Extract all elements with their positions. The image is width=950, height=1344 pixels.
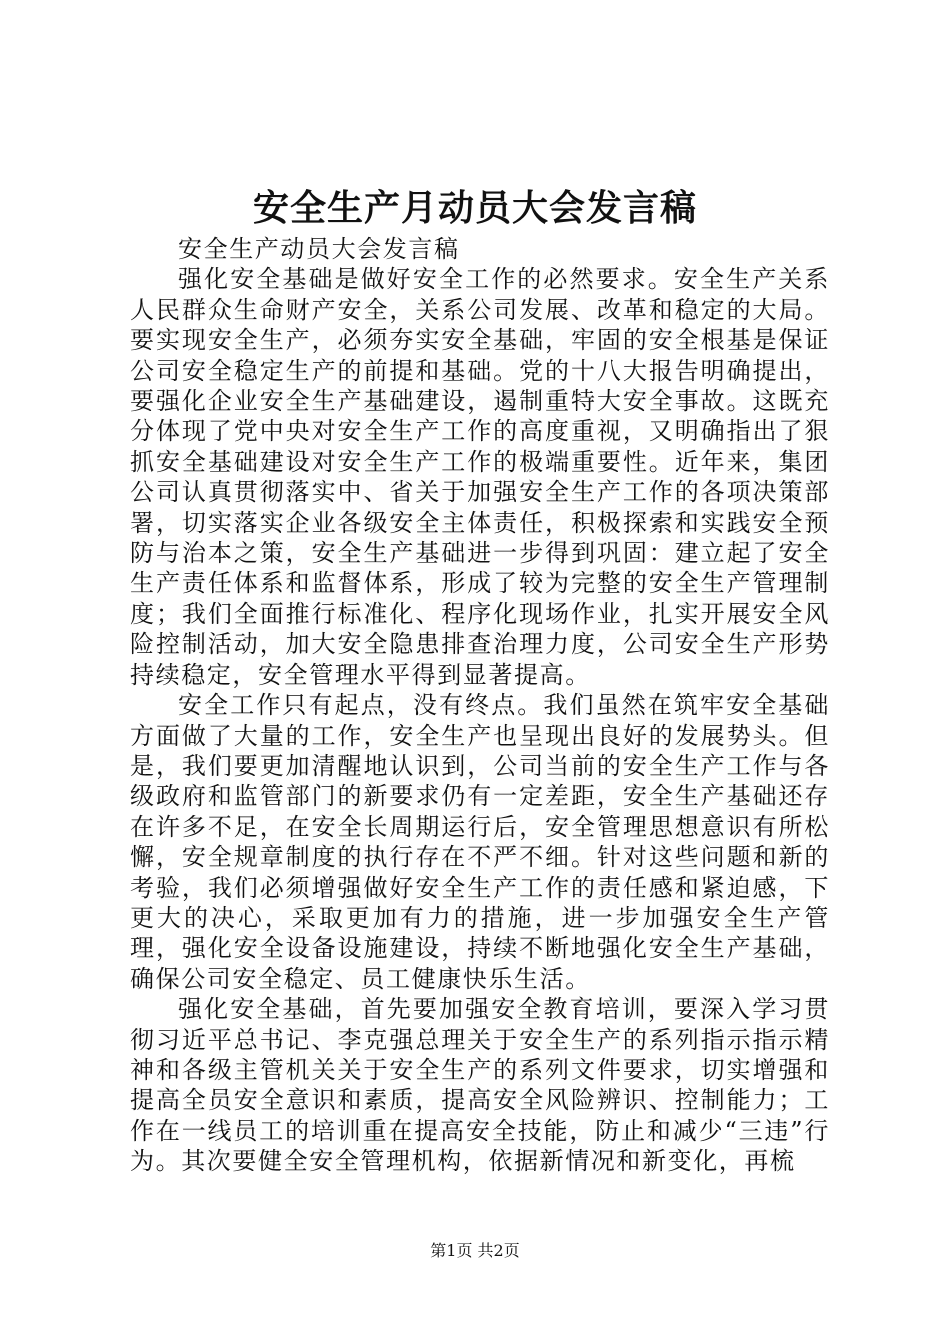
page-number-footer: 第1页 共2页 [430, 1241, 520, 1260]
paragraph-3: 强化安全基础，首先要加强安全教育培训，要深入学习贯彻习近平总书记、李克强总理关于安全生产的系列指示指示精神和各级主管机关关于安全生产的系列文件要求，切实增强和提高全员安全意识和素质，提高安全风险辨识、控制能力；工作在一线员工的培训重在提高安全技能，防止和减少“三违”行为。其次要健全安全管理机构，依据新情况和新变化，再梳 [130, 995, 830, 1176]
document-subtitle: 安全生产动员大会发言稿 [178, 235, 460, 263]
document-title: 安全生产月动员大会发言稿 [252, 187, 697, 229]
paragraph-2: 安全工作只有起点，没有终点。我们虽然在筑牢安全基础方面做了大量的工作，安全生产也呈现出良好的发展势头。但是，我们要更加清醒地认识到，公司当前的安全生产工作与各级政府和监管部门的新要求仍有一定差距，安全生产基础还存在许多不足，在安全长周期运行后，安全管理思想意识有所松懈，安全规章制度的执行存在不严不细。针对这些问题和新的考验，我们必须增强做好安全生产工作的责任感和紧迫感，下更大的决心，采取更加有力的措施，进一步加强安全生产管理，强化安全设备设施建设，持续不断地强化安全生产基础，确保公司安全稳定、员工健康快乐生活。 [130, 691, 830, 993]
document-body [130, 234, 830, 1177]
paragraph-1: 强化安全基础是做好安全工作的必然要求。安全生产关系人民群众生命财产安全，关系公司发展、改革和稳定的大局。要实现安全生产，必须夯实安全基础，牢固的安全根基是保证公司安全稳定生产的前提和基础。党的十八大报告明确提出，要强化企业安全生产基础建设，遏制重特大安全事故。这既充分体现了党中央对安全生产工作的高度重视，又明确指出了狠抓安全基础建设对安全生产工作的极端重要性。近年来，集团公司认真贯彻落实中、省关于加强安全生产工作的各项决策部署，切实落实企业各级安全主体责任，积极探索和实践安全预防与治本之策，安全生产基础进一步得到巩固：建立起了安全生产责任体系和监督体系，形成了较为完整的安全生产管理制度；我们全面推行标准化、程序化现场作业，扎实开展安全风险控制活动，加大安全隐患排查治理力度，公司安全生产形势持续稳定，安全管理水平得到显著提高。 [130, 265, 830, 689]
